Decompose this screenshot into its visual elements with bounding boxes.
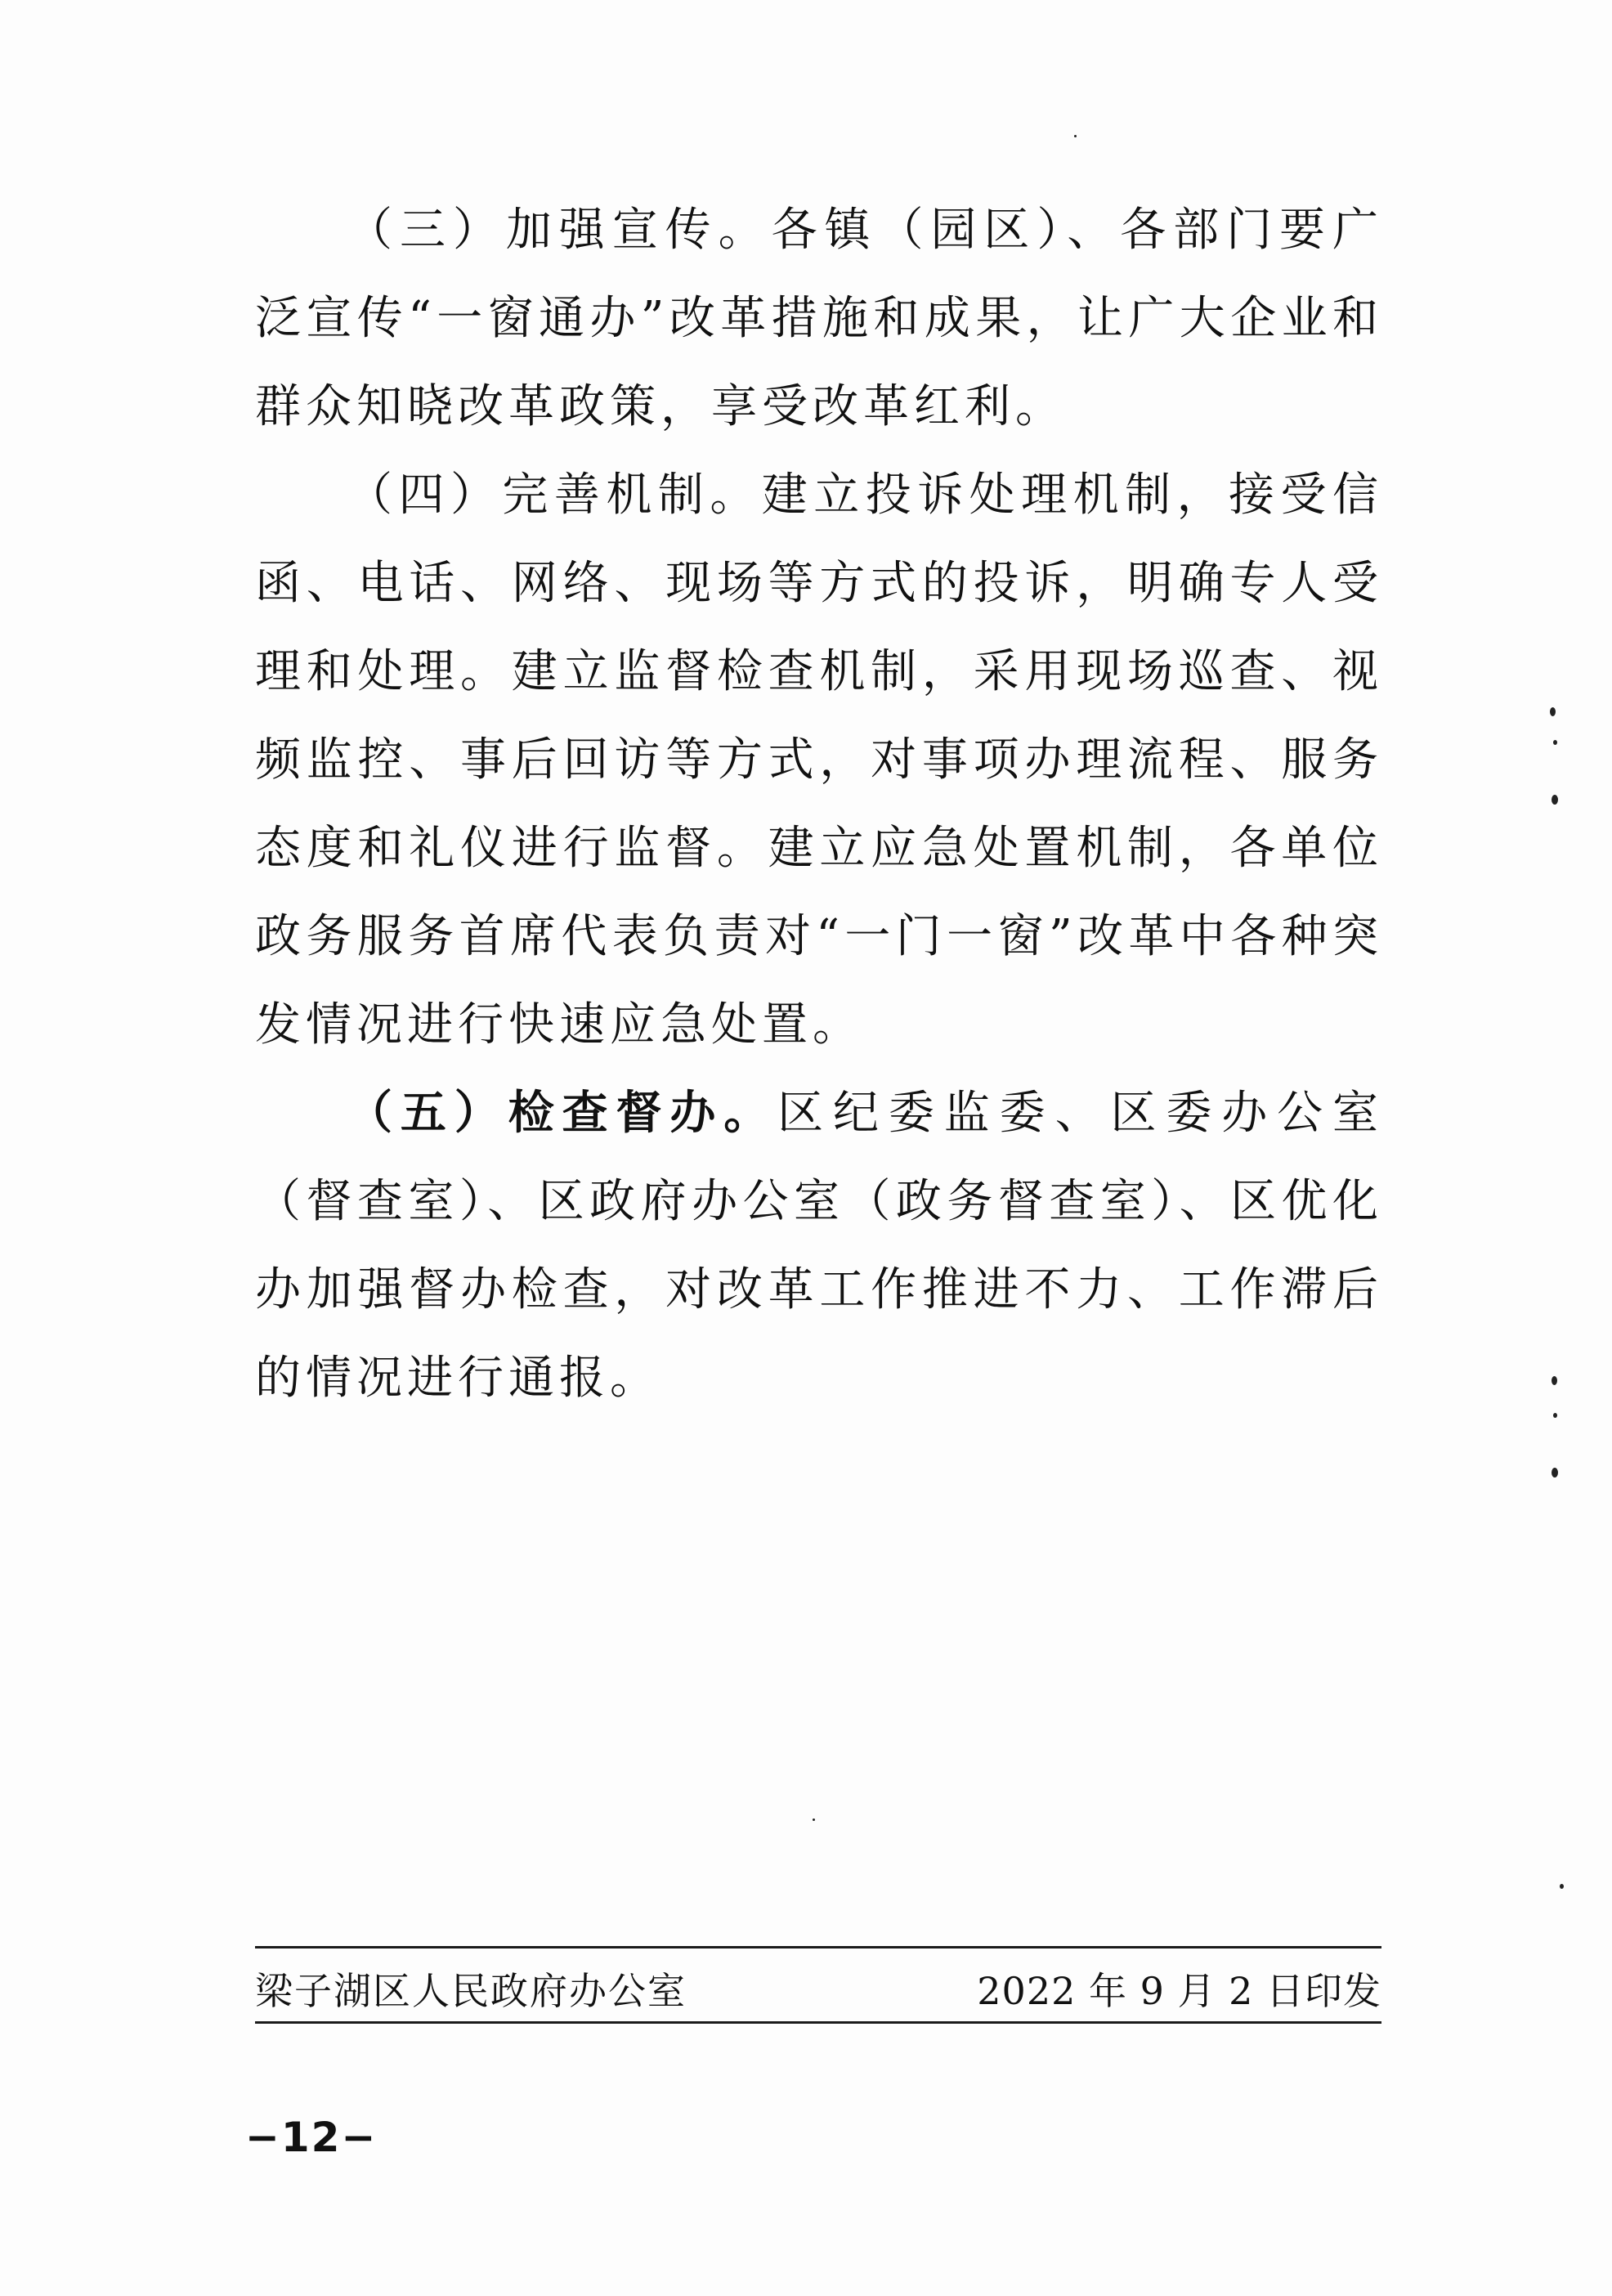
scan-speck (1074, 135, 1077, 137)
scan-speck (1552, 1468, 1558, 1478)
issuance-line (255, 1962, 1381, 2020)
scan-speck (1553, 1413, 1557, 1418)
paragraph-text: 加强宣传。各镇（园区）、各部门要广泛宣传“一窗通办”改革措施和成果，让广大企业和群众知晓改革政策，享受改革红利。 (255, 204, 1384, 433)
scan-speck (813, 1818, 815, 1821)
paragraph-heading: （三） (347, 204, 506, 257)
paragraph-heading: （四） (347, 469, 503, 522)
document-body (255, 186, 1383, 1423)
scan-speck (1552, 795, 1558, 805)
scan-speck (1553, 740, 1557, 745)
footer-top-rule (255, 1946, 1381, 1948)
paragraph-publicity (255, 186, 1383, 451)
page-number: −12− (245, 2114, 378, 2161)
paragraph-heading: （五）检查督办。 (347, 1087, 778, 1140)
paragraph-supervision (255, 1070, 1383, 1423)
scan-speck (1552, 1376, 1557, 1385)
paragraph-text: 完善机制。建立投诉处理机制，接受信函、电话、网络、现场等方式的投诉，明确专人受理和处理。建立监督检查机制，采用现场巡查、视频监控、事后回访等方式，对事项办理流程、服务态度和礼仪进行监督。建立应急处置机制，各单位政务服务首席代表负责对“一门一窗”改革中各种突发情况进行快速应急处置。 (255, 469, 1384, 1052)
issue-date: 2022 年 9 月 2 日印发 (977, 1969, 1381, 2013)
paragraph-mechanism (255, 451, 1383, 1070)
paragraph-text: 区纪委监委、区委办公室（督查室）、区政府办公室（政务督查室）、区优化办加强督办检查，对改革工作推进不力、工作滞后的情况进行通报。 (255, 1087, 1384, 1405)
scan-speck (1560, 1884, 1564, 1889)
footer-bottom-rule (255, 2021, 1381, 2024)
scan-speck (1550, 707, 1556, 716)
issuer-name: 梁子湖区人民政府办公室 (255, 1969, 687, 2013)
